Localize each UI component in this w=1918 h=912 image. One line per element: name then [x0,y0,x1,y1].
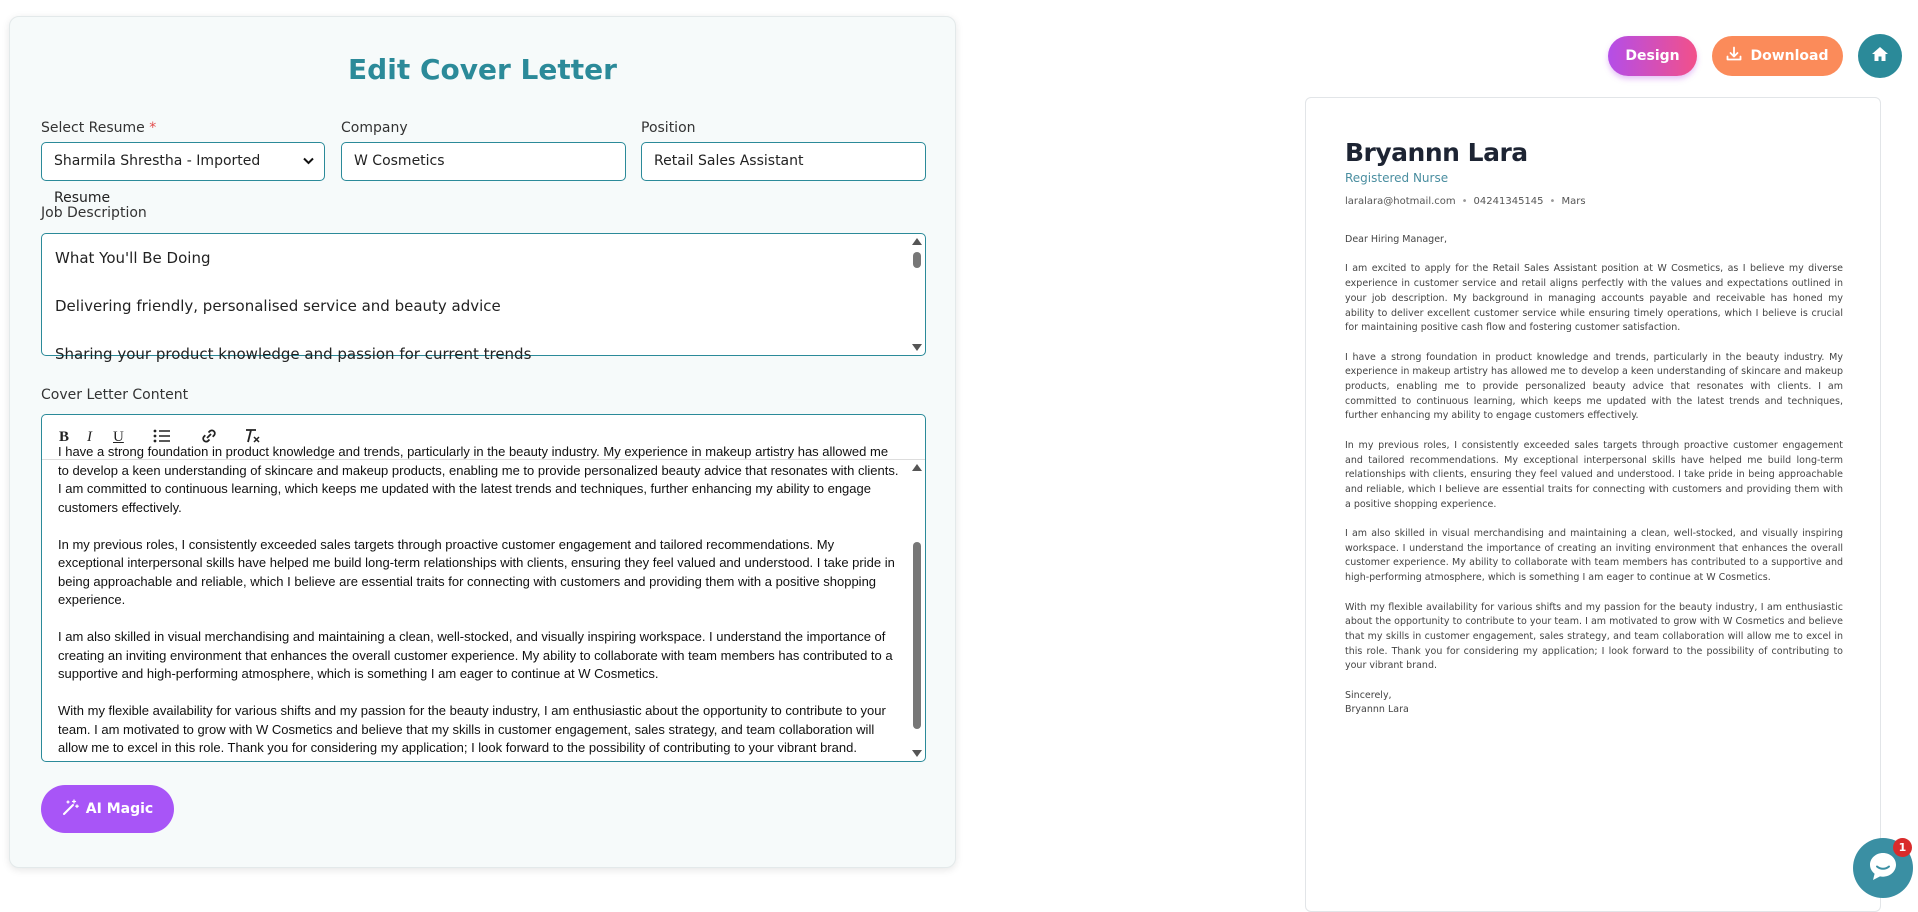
edit-cover-letter-panel [9,16,956,868]
position-input[interactable]: Retail Sales Assistant [641,142,926,181]
required-mark: * [149,120,157,136]
underline-button[interactable]: U [113,429,124,445]
preview-paragraph: I am excited to apply for the Retail Sales Assistant position at W Cosmetics, as I believe my diverse experience in customer service and retail aligns perfectly with the values and expectations outlined in your job description. My background in managing accounts payable and receivable has honed my ability to deliver excellent customer service while ensuring timely operations, which I believe is crucial for maintaining positive cash flow and fostering customer satisfaction. [1345,263,1843,334]
scroll-down-icon[interactable] [912,750,922,757]
scroll-down-icon[interactable] [912,344,922,351]
cover-letter-content-label: Cover Letter Content [41,387,189,403]
chat-icon [1866,849,1900,888]
job-description-line: What You'll Be Doing [55,249,211,267]
preview-paragraph: With my flexible availability for various shifts and my passion for the beauty industry, I am enthusiastic about the opportunity to contribute to your team. I am motivated to grow with W Cosmetics and believe that my skills in customer engagement, sales strategy, and team collaboration will allow me to excel in this role. Thank you for considering my application; I look forward to the possibility of contributing to your vibrant brand. [1345,601,1843,672]
home-button[interactable] [1858,34,1902,78]
download-icon [1726,46,1742,66]
ai-magic-button[interactable] [41,785,174,833]
content-paragraph: With my flexible availability for various shifts and my passion for the beauty industry, I am enthusiastic about the opportunity to contribute to your team. I am motivated to grow with W Cosmetics and believe that my skills in customer engagement, sales strategy, and team collaboration will allow me to excel in this role. Thank you for considering my application; I look forward to the possibility of contributing to your vibrant brand. [58,703,886,755]
content-paragraph: I am also skilled in visual merchandising and maintaining a clean, well-stocked, and visually inspiring workspace. I understand the importance of creating an inviting environment that enhances the overall customer experience. My ability to collaborate with team members has contributed to a supportive and high-performing atmosphere, which is something I am eager to continue at W Cosmetics. [58,629,893,681]
job-description-label: Job Description [41,205,147,221]
preview-paragraph: I am also skilled in visual merchandising and maintaining a clean, well-stocked, and visually inspiring workspace. I understand the importance of creating an inviting environment that enhances the overall customer experience. My ability to collaborate with team members has contributed to a supportive and high-performing atmosphere, which is something I am eager to continue at W Cosmetics. [1345,528,1843,584]
company-input[interactable]: W Cosmetics [341,142,626,181]
scroll-up-icon[interactable] [912,238,922,245]
position-label: Position [641,120,696,136]
content-paragraph: In my previous roles, I consistently exceeded sales targets through proactive customer engagement and tailored recommendations. My exceptional interpersonal skills have helped me build long-term relationships with clients, ensuring they feel valued and understood. I take pride in being approachable and reliable, which I believe are essential traits for connecting with customers and providing them with a positive shopping experience. [58,536,895,607]
preview-paragraph: In my previous roles, I consistently exceeded sales targets through proactive customer engagement and tailored recommendations. My exceptional interpersonal skills have helped me build long-term relationships with clients, ensuring they feel valued and understood. I take pride in being approachable and reliable, which I believe are essential traits for connecting with customers and providing them with a positive shopping experience. [1345,439,1843,510]
job-description-scrollbar[interactable] [910,234,924,355]
preview-name: Bryannn Lara [1345,138,1528,167]
separator-dot: • [1461,196,1468,207]
italic-button[interactable]: I [87,429,92,445]
bold-button[interactable]: B [59,429,70,445]
preview-phone: 04241345145 [1473,196,1544,207]
page-title: Edit Cover Letter [348,53,617,86]
preview-signature: Bryannn Lara [1345,704,1409,716]
select-resume-dropdown[interactable] [41,142,325,206]
company-label: Company [341,120,408,136]
content-scrollbar[interactable] [910,460,924,761]
download-label: Download [1750,48,1829,64]
preview-body [1345,233,1843,718]
preview-role: Registered Nurse [1345,171,1449,185]
job-description-textarea[interactable] [41,233,926,363]
preview-paragraph: I have a strong foundation in product knowledge and trends, particularly in the beauty industry. My experience in makeup artistry has allowed me to develop a keen understanding of skincare and makeup products, enabling me to provide personalized beauty advice that resonates with clients. I am committed to continuous learning, which keeps me updated with the latest trends and techniques, further enhancing my ability to engage customers effectively. [1345,351,1843,422]
select-resume-label [41,120,156,136]
download-button[interactable] [1712,36,1843,76]
select-resume-value: Sharmila Shrestha - Imported Resume [54,153,261,206]
scrollbar-thumb[interactable] [913,542,921,729]
ai-magic-label: AI Magic [85,801,154,817]
cover-letter-preview [1305,97,1881,912]
content-paragraph: I have a strong foundation in product knowledge and trends, particularly in the beauty industry. My experience in makeup artistry has allowed me to develop a keen understanding of skincare and makeup products, enabling me to provide personalized beauty advice that resonates with clients. I am committed to continuous learning, which keeps me updated with the latest trends and techniques, further enhancing my ability to engage customers effectively. [58,444,899,515]
preview-greeting: Dear Hiring Manager, [1345,234,1447,245]
preview-location: Mars [1561,196,1586,207]
job-description-line: Sharing your product knowledge and passion for current trends [55,345,532,363]
preview-email: laralara@hotmail.com [1345,196,1456,207]
chat-notification-badge: 1 [1893,838,1912,857]
cover-letter-content-area[interactable] [42,444,910,761]
home-icon [1871,46,1889,66]
preview-closing: Sincerely, [1345,689,1392,701]
scroll-up-icon[interactable] [912,464,922,471]
magic-wand-icon [62,799,79,820]
select-resume-label-text: Select Resume [41,120,145,136]
job-description-line: Delivering friendly, personalised service and beauty advice [55,297,501,315]
cover-letter-editor[interactable] [41,414,926,762]
separator-dot: • [1549,196,1556,207]
scrollbar-thumb[interactable] [913,252,921,268]
preview-contact [1345,196,1586,207]
chevron-down-icon [303,143,314,180]
design-button[interactable]: Design [1608,36,1697,76]
